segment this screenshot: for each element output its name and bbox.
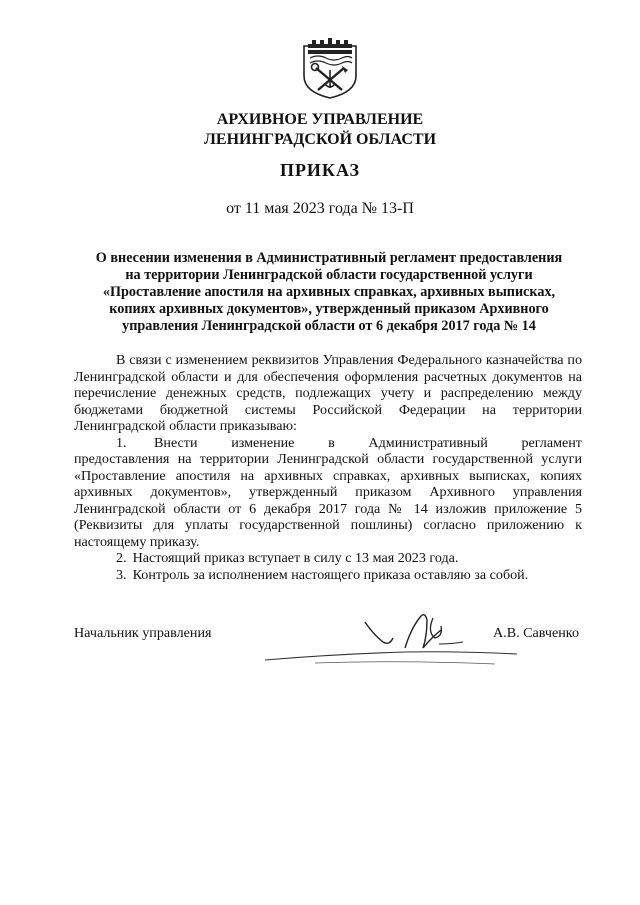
- item-1-word: Административный: [368, 434, 488, 451]
- item-1-lead: [154, 435, 582, 452]
- organization-name: [0, 110, 640, 150]
- signatory-name: А.В. Савченко: [493, 625, 579, 641]
- item-1-word: изменение: [231, 434, 295, 451]
- org-line-1: АРХИВНОЕ УПРАВЛЕНИЕ: [216, 111, 424, 128]
- subject-line: копиях архивных документов», утвержденный приказом Архивного: [109, 301, 549, 317]
- item-1-word: Внести: [154, 434, 198, 451]
- order-subject: [74, 250, 584, 335]
- item-1-word: в: [328, 434, 335, 451]
- item-2-number: 2.: [116, 550, 127, 566]
- item-1-number: 1.: [116, 434, 127, 451]
- item-1-text: предоставления на территории Ленинградской области государственной услуги «Проставление апостиля на архивных справках, архивных выписках, копиях архивных документов», утвержденный приказом Архивного управления Ленинградской области от 6 декабря 2017 года № 14 изложив приложение 5 (Реквизиты для уплаты государственной пошлины) согласно приложению к настоящему приказу.: [74, 451, 582, 550]
- item-1-word: регламент: [521, 434, 582, 451]
- handwritten-signature: [255, 608, 520, 680]
- subject-line: «Проставление апостиля на архивных справках, архивных выписках,: [102, 284, 556, 300]
- item-1-first-line: [74, 435, 582, 452]
- coat-of-arms-icon: [298, 32, 362, 100]
- item-3-number: 3.: [116, 566, 127, 583]
- org-line-2: ЛЕНИНГРАДСКОЙ ОБЛАСТИ: [203, 131, 437, 148]
- order-body: [74, 352, 582, 583]
- item-2: [74, 550, 582, 567]
- preamble: В связи с изменением реквизитов Управления Федерального казначейства по Ленинградской области и для обеспечения оформления расчетных документов на перечисление денежных средств, подлежащих учету и распределению между бюджетами бюджетной системы Российской Федерации на территории Ленинградской области приказываю:: [74, 352, 582, 434]
- signatory-title: Начальник управления: [74, 625, 212, 641]
- subject-line: О внесении изменения в Административный регламент предоставления: [95, 250, 563, 266]
- document-type: ПРИКАЗ: [279, 160, 361, 180]
- item-2-text: Настоящий приказ вступает в силу с 13 мая 2023 года.: [132, 550, 459, 566]
- item-3-text: Контроль за исполнением настоящего приказа оставляю за собой.: [132, 566, 529, 583]
- item-3: [74, 567, 582, 584]
- subject-line: управления Ленинградской области от 6 декабря 2017 года № 14: [122, 318, 536, 334]
- document-date: от 11 мая 2023 года № 13-П: [226, 200, 414, 217]
- subject-line: на территории Ленинградской области государственной услуги: [125, 267, 533, 283]
